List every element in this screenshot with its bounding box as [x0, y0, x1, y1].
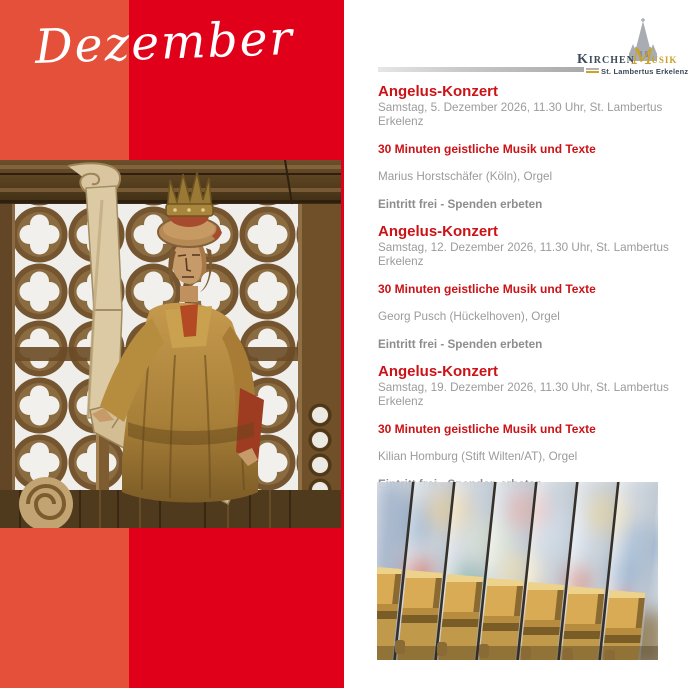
- month-title: Dezember: [34, 10, 295, 75]
- concert-item-1: [378, 83, 670, 212]
- concert-title: Angelus-Konzert: [378, 363, 498, 380]
- carved-figure-photo: [0, 160, 341, 528]
- concert-performer: Georg Pusch (Hückelhoven), Orgel: [378, 310, 560, 323]
- concert-performer: Kilian Homburg (Stift Wilten/AT), Orgel: [378, 450, 578, 463]
- concert-subtitle: 30 Minuten geistliche Musik und Texte: [378, 142, 596, 156]
- logo-musik-initial: M: [631, 45, 654, 69]
- logo-musik-text: usik: [651, 51, 678, 66]
- concert-performer: Marius Horstschäfer (Köln), Orgel: [378, 170, 553, 183]
- concert-subtitle: 30 Minuten geistliche Musik und Texte: [378, 422, 596, 436]
- carved-figure-illustration: [0, 160, 341, 528]
- organ-pipes-illustration: [377, 482, 658, 660]
- concert-item-3: [378, 363, 670, 492]
- concert-title: Angelus-Konzert: [378, 223, 498, 240]
- header-rule: [378, 67, 584, 72]
- logo-equals-icon: [586, 68, 599, 74]
- concert-date: Samstag, 19. Dezember 2026, 11.30 Uhr, St. Lambertus Erkelenz: [378, 381, 669, 408]
- concert-admission-note: Eintritt frei - Spenden erbeten: [378, 198, 543, 211]
- concert-subtitle: 30 Minuten geistliche Musik und Texte: [378, 282, 596, 296]
- logo-kirchen-text: Kirchen: [577, 52, 635, 67]
- concert-item-2: [378, 223, 670, 352]
- concert-date: Samstag, 5. Dezember 2026, 11.30 Uhr, St. Lambertus Erkelenz: [378, 101, 663, 128]
- concert-title: Angelus-Konzert: [378, 83, 498, 100]
- concert-admission-note: Eintritt frei - Spenden erbeten: [378, 338, 543, 351]
- logo-subtitle: St. Lambertus Erkelenz: [601, 67, 689, 76]
- kirchenmusik-logo: [577, 47, 677, 69]
- organ-pipes-photo: [377, 482, 658, 660]
- concert-date: Samstag, 12. Dezember 2026, 11.30 Uhr, St. Lambertus Erkelenz: [378, 241, 669, 268]
